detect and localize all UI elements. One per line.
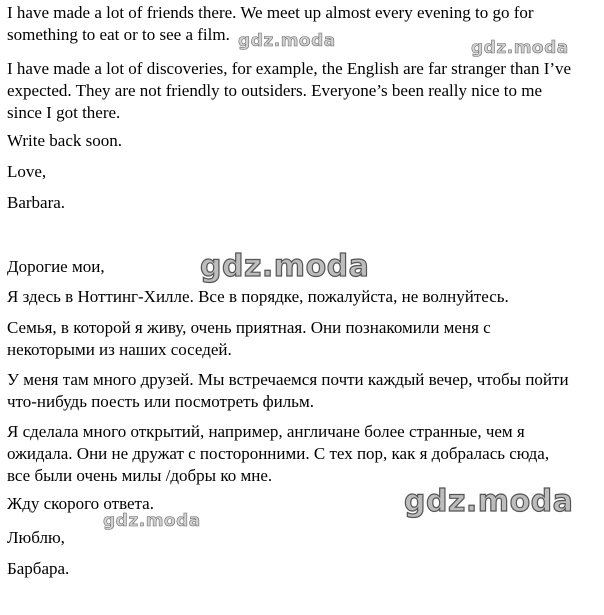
text-line: I have made a lot of friends there. We meet up almost every evening to go for — [7, 3, 534, 22]
text-line: все были очень милы /добры ко мне. — [7, 466, 273, 485]
watermark: gdz.moda — [103, 511, 201, 531]
english-signature: Barbara. — [7, 193, 66, 212]
russian-paragraph-friends — [7, 369, 569, 413]
text-line: something to eat or to see a film. — [7, 25, 230, 44]
russian-signature: Барбара. — [7, 559, 70, 578]
watermark: gdz.moda — [404, 484, 574, 519]
text-line: I have made a lot of discoveries, for example, the English are far stranger than I’ve — [7, 59, 572, 78]
text-line: некоторыми из наших соседей. — [7, 340, 232, 359]
text-line: Семья, в которой я живу, очень приятная. Они познакомили меня с — [7, 318, 491, 337]
text-line: since I got there. — [7, 103, 121, 122]
english-paragraph-discoveries — [7, 58, 571, 124]
russian-paragraph-family — [7, 317, 491, 361]
watermark: gdz.moda — [471, 38, 569, 58]
russian-paragraph-discoveries — [7, 421, 549, 487]
english-closing-love: Love, — [7, 162, 47, 181]
text-line: ожидала. Они не дружат с посторонними. С тех пор, как я добралась сюда, — [7, 444, 550, 463]
text-line: У меня там много друзей. Мы встречаемся почти каждый вечер, чтобы пойти — [7, 370, 569, 389]
russian-greeting: Дорогие мои, — [7, 257, 105, 276]
text-line: expected. They are not friendly to outsiders. Everyone’s been really nice to me — [7, 81, 542, 100]
english-closing-write-back: Write back soon. — [7, 131, 122, 150]
russian-paragraph-notting-hill: Я здесь в Ноттинг-Хилле. Все в порядке, пожалуйста, не волнуйтесь. — [7, 287, 509, 306]
russian-closing-love: Люблю, — [7, 528, 65, 547]
russian-closing-waiting: Жду скорого ответа. — [7, 494, 154, 513]
watermark: gdz.moda — [200, 249, 370, 284]
watermark: gdz.moda — [238, 31, 336, 51]
text-line: Я сделала много открытий, например, англичане более странные, чем я — [7, 422, 525, 441]
text-line: что-нибудь поесть или посмотреть фильм. — [7, 392, 314, 411]
